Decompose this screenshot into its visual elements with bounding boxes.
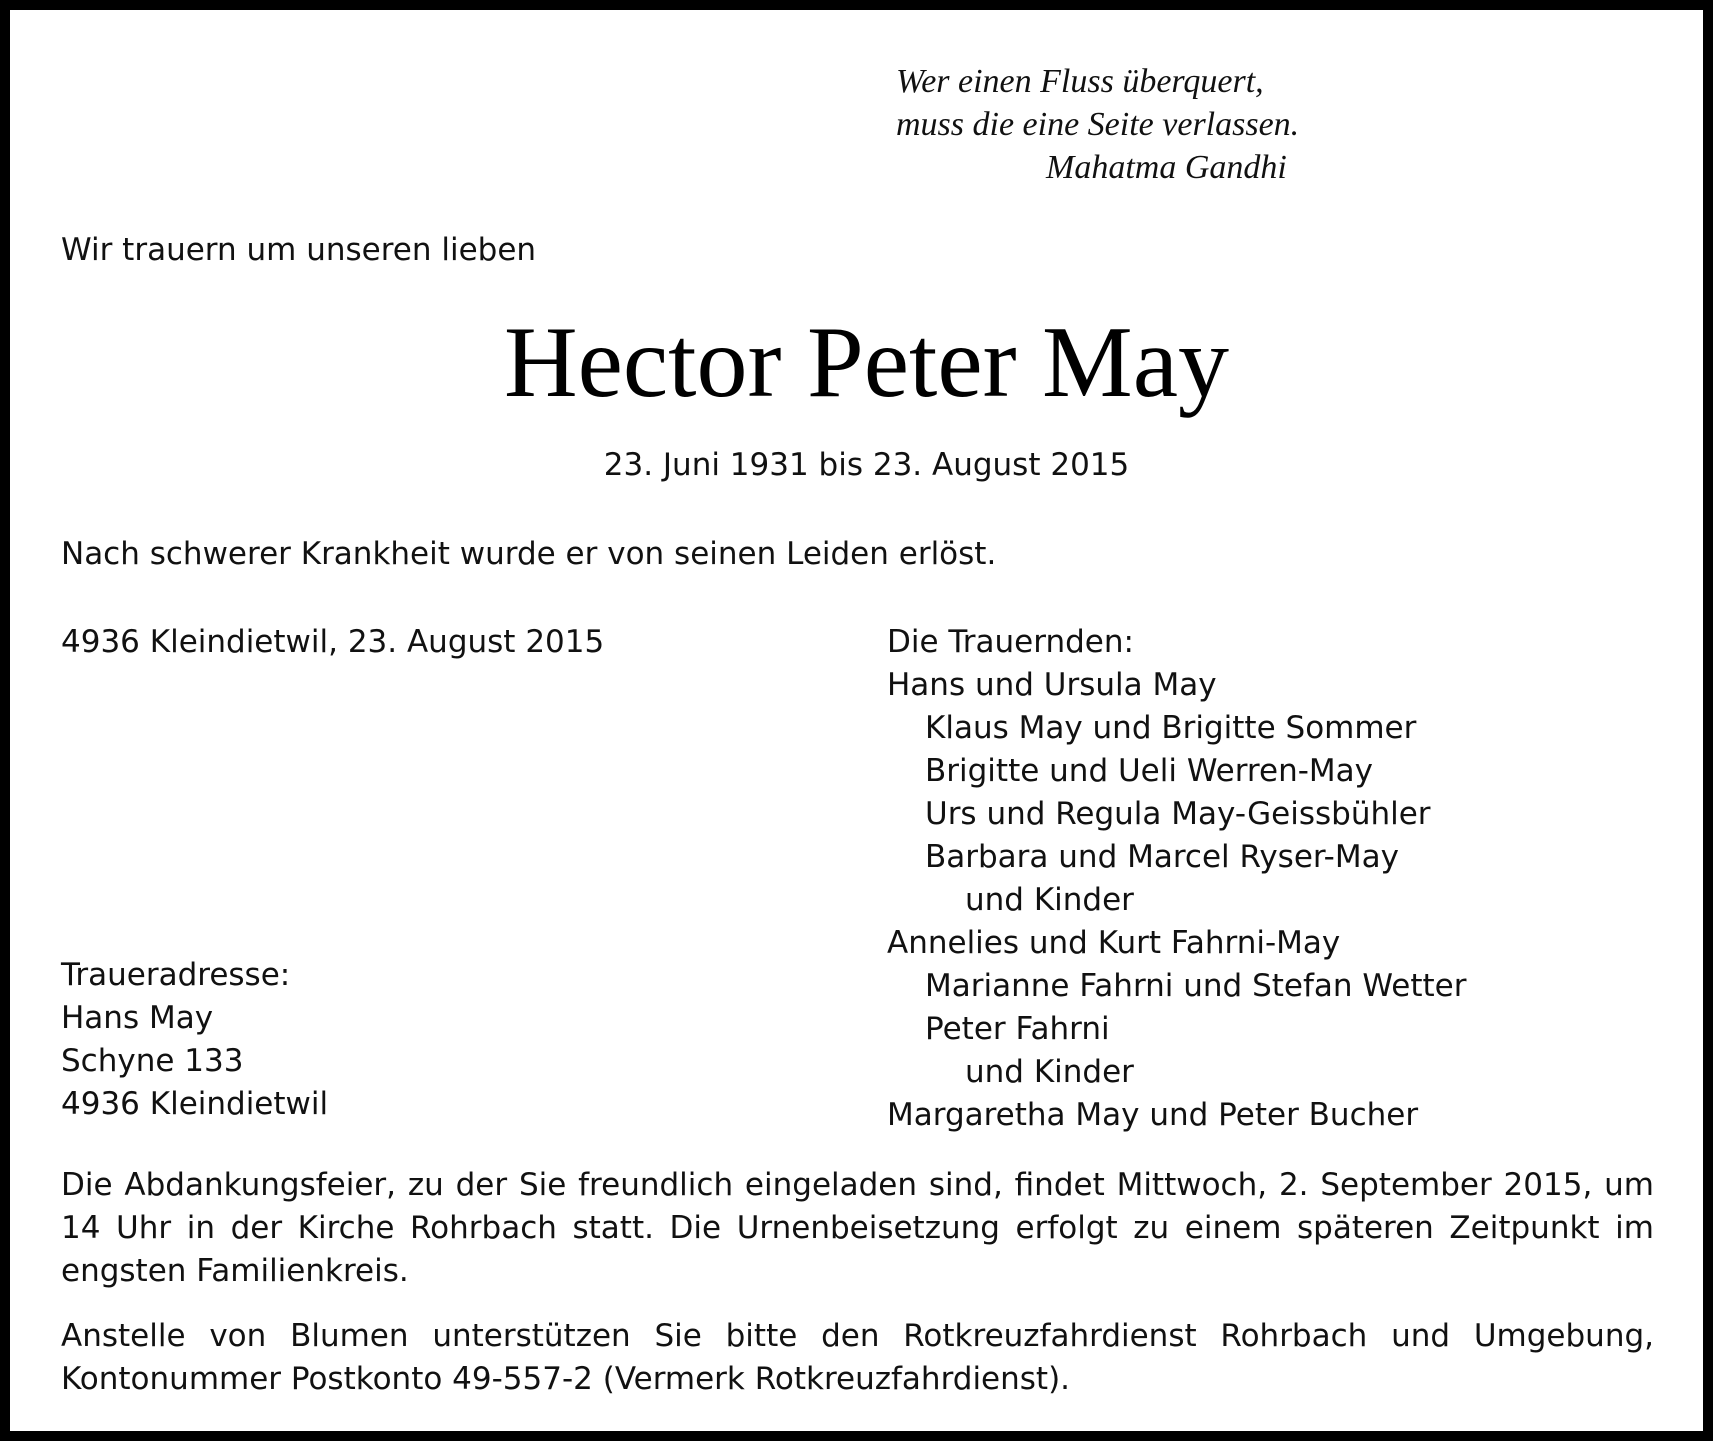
- mourner-line: und Kinder: [965, 882, 1134, 918]
- donation-paragraph: Anstelle von Blumen unterstützen Sie bitte den Rotkreuzfahrdienst Rohrbach und Umgebung, Kontonummer Postkonto 49-557-2 (Vermerk Rotkreuzfahrdienst).: [61, 1318, 1654, 1397]
- mourner-line: Urs und Regula May-Geissbühler: [925, 796, 1431, 832]
- mourner-line: Klaus May und Brigitte Sommer: [925, 710, 1417, 746]
- intro-line: Wir trauern um unseren lieben: [61, 232, 537, 268]
- mourner-line: Barbara und Marcel Ryser-May: [925, 839, 1399, 875]
- mourning-address: [61, 954, 328, 1126]
- mourner-line: Marianne Fahrni und Stefan Wetter: [925, 968, 1467, 1004]
- address-street: Schyne 133: [61, 1043, 244, 1079]
- mourners-list: [887, 664, 1466, 1137]
- address-heading: Traueradresse:: [61, 957, 291, 993]
- address-city: 4936 Kleindietwil: [61, 1086, 329, 1122]
- mourners-heading: Die Trauernden:: [887, 624, 1134, 660]
- mourner-line: und Kinder: [965, 1054, 1134, 1090]
- mourner-line: Hans und Ursula May: [887, 667, 1217, 703]
- ceremony-paragraph: Die Abdankungsfeier, zu der Sie freundlich eingeladen sind, findet Mittwoch, 2. September 2015, um 14 Uhr in der Kirche Rohrbach statt. Die Urnenbeisetzung erfolgt zu einem späteren Zeitpunkt im engsten Familienkreis.: [61, 1167, 1654, 1289]
- place-date: 4936 Kleindietwil, 23. August 2015: [61, 624, 605, 660]
- deceased-name: Hector Peter May: [503, 306, 1230, 419]
- illness-note: Nach schwerer Krankheit wurde er von seinen Leiden erlöst.: [61, 536, 997, 572]
- quote-author: Mahatma Gandhi: [1046, 149, 1287, 186]
- mourner-line: Brigitte und Ueli Werren-May: [925, 753, 1373, 789]
- mourner-line: Peter Fahrni: [925, 1011, 1110, 1047]
- quote-line-2: muss die eine Seite verlassen.: [896, 106, 1300, 143]
- mourner-line: Annelies und Kurt Fahrni-May: [887, 925, 1341, 961]
- epigraph-quote: [896, 60, 1299, 189]
- address-name: Hans May: [61, 1000, 214, 1036]
- quote-line-1: Wer einen Fluss überquert,: [896, 63, 1264, 100]
- mourner-line: Margaretha May und Peter Bucher: [887, 1097, 1419, 1133]
- life-dates: 23. Juni 1931 bis 23. August 2015: [603, 447, 1130, 483]
